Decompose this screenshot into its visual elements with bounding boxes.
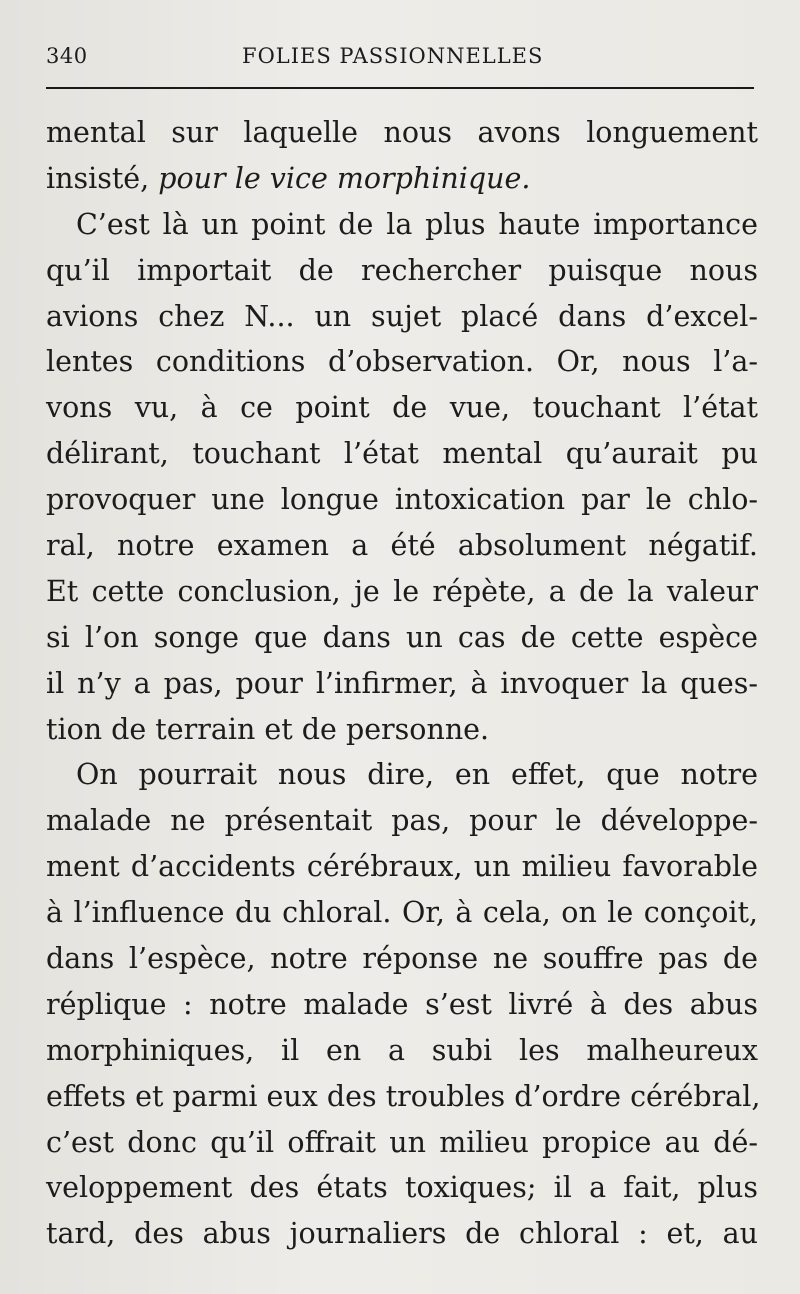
text-line: à l’influence du chloral. Or, à cela, on le conçoit,: [46, 896, 758, 930]
text-line: avions chez N... un sujet placé dans d’excel-: [46, 299, 758, 333]
text-line: provoquer une longue intoxication par le chlo-: [46, 483, 758, 517]
text-line: effets et parmi eux des troubles d’ordre cérébral,: [46, 1079, 761, 1113]
text-line: veloppement des états toxiques; il a fait, plus: [46, 1171, 758, 1205]
text-line: c’est donc qu’il offrait un milieu propice au dé-: [46, 1125, 758, 1159]
header-rule: [46, 87, 754, 89]
text-line: lentes conditions d’observation. Or, nous l’a-: [46, 345, 758, 379]
text-line: dans l’espèce, notre réponse ne souffre pas de: [46, 942, 758, 976]
page-number: 340: [46, 44, 88, 68]
running-title: FOLIES PASSIONNELLES: [242, 44, 544, 68]
text-line: morphiniques, il en a subi les malheureux: [46, 1033, 758, 1067]
body-text: [46, 110, 761, 1257]
text-line: qu’il importait de rechercher puisque nous: [46, 253, 758, 287]
page-header: [46, 36, 756, 78]
text-line: mental sur laquelle nous avons longuement: [46, 116, 758, 149]
text-line: On pourrait nous dire, en effet, que notre: [76, 758, 758, 792]
text-line: il n’y a pas, pour l’infirmer, à invoquer la ques-: [46, 666, 758, 700]
text-line: tard, des abus journaliers de chloral : et, au: [46, 1217, 758, 1251]
text-line: insisté, pour le vice morphinique.: [46, 161, 531, 195]
text-line: C’est là un point de la plus haute importance: [76, 207, 758, 241]
text-line: ment d’accidents cérébraux, un milieu favorable: [46, 850, 758, 884]
text-line: vons vu, à ce point de vue, touchant l’état: [46, 391, 758, 425]
text-line: ral, notre examen a été absolument négatif.: [46, 529, 758, 563]
text-line: tion de terrain et de personne.: [46, 712, 490, 746]
italic-phrase: pour le vice morphinique.: [158, 161, 531, 195]
text-line: Et cette conclusion, je le répète, a de la valeur: [46, 574, 758, 608]
text-line: réplique : notre malade s’est livré à des abus: [46, 987, 758, 1021]
text-line: délirant, touchant l’état mental qu’aurait pu: [46, 437, 758, 471]
text-line: malade ne présentait pas, pour le développe-: [46, 804, 758, 838]
text-line: si l’on songe que dans un cas de cette espèce: [46, 620, 758, 654]
